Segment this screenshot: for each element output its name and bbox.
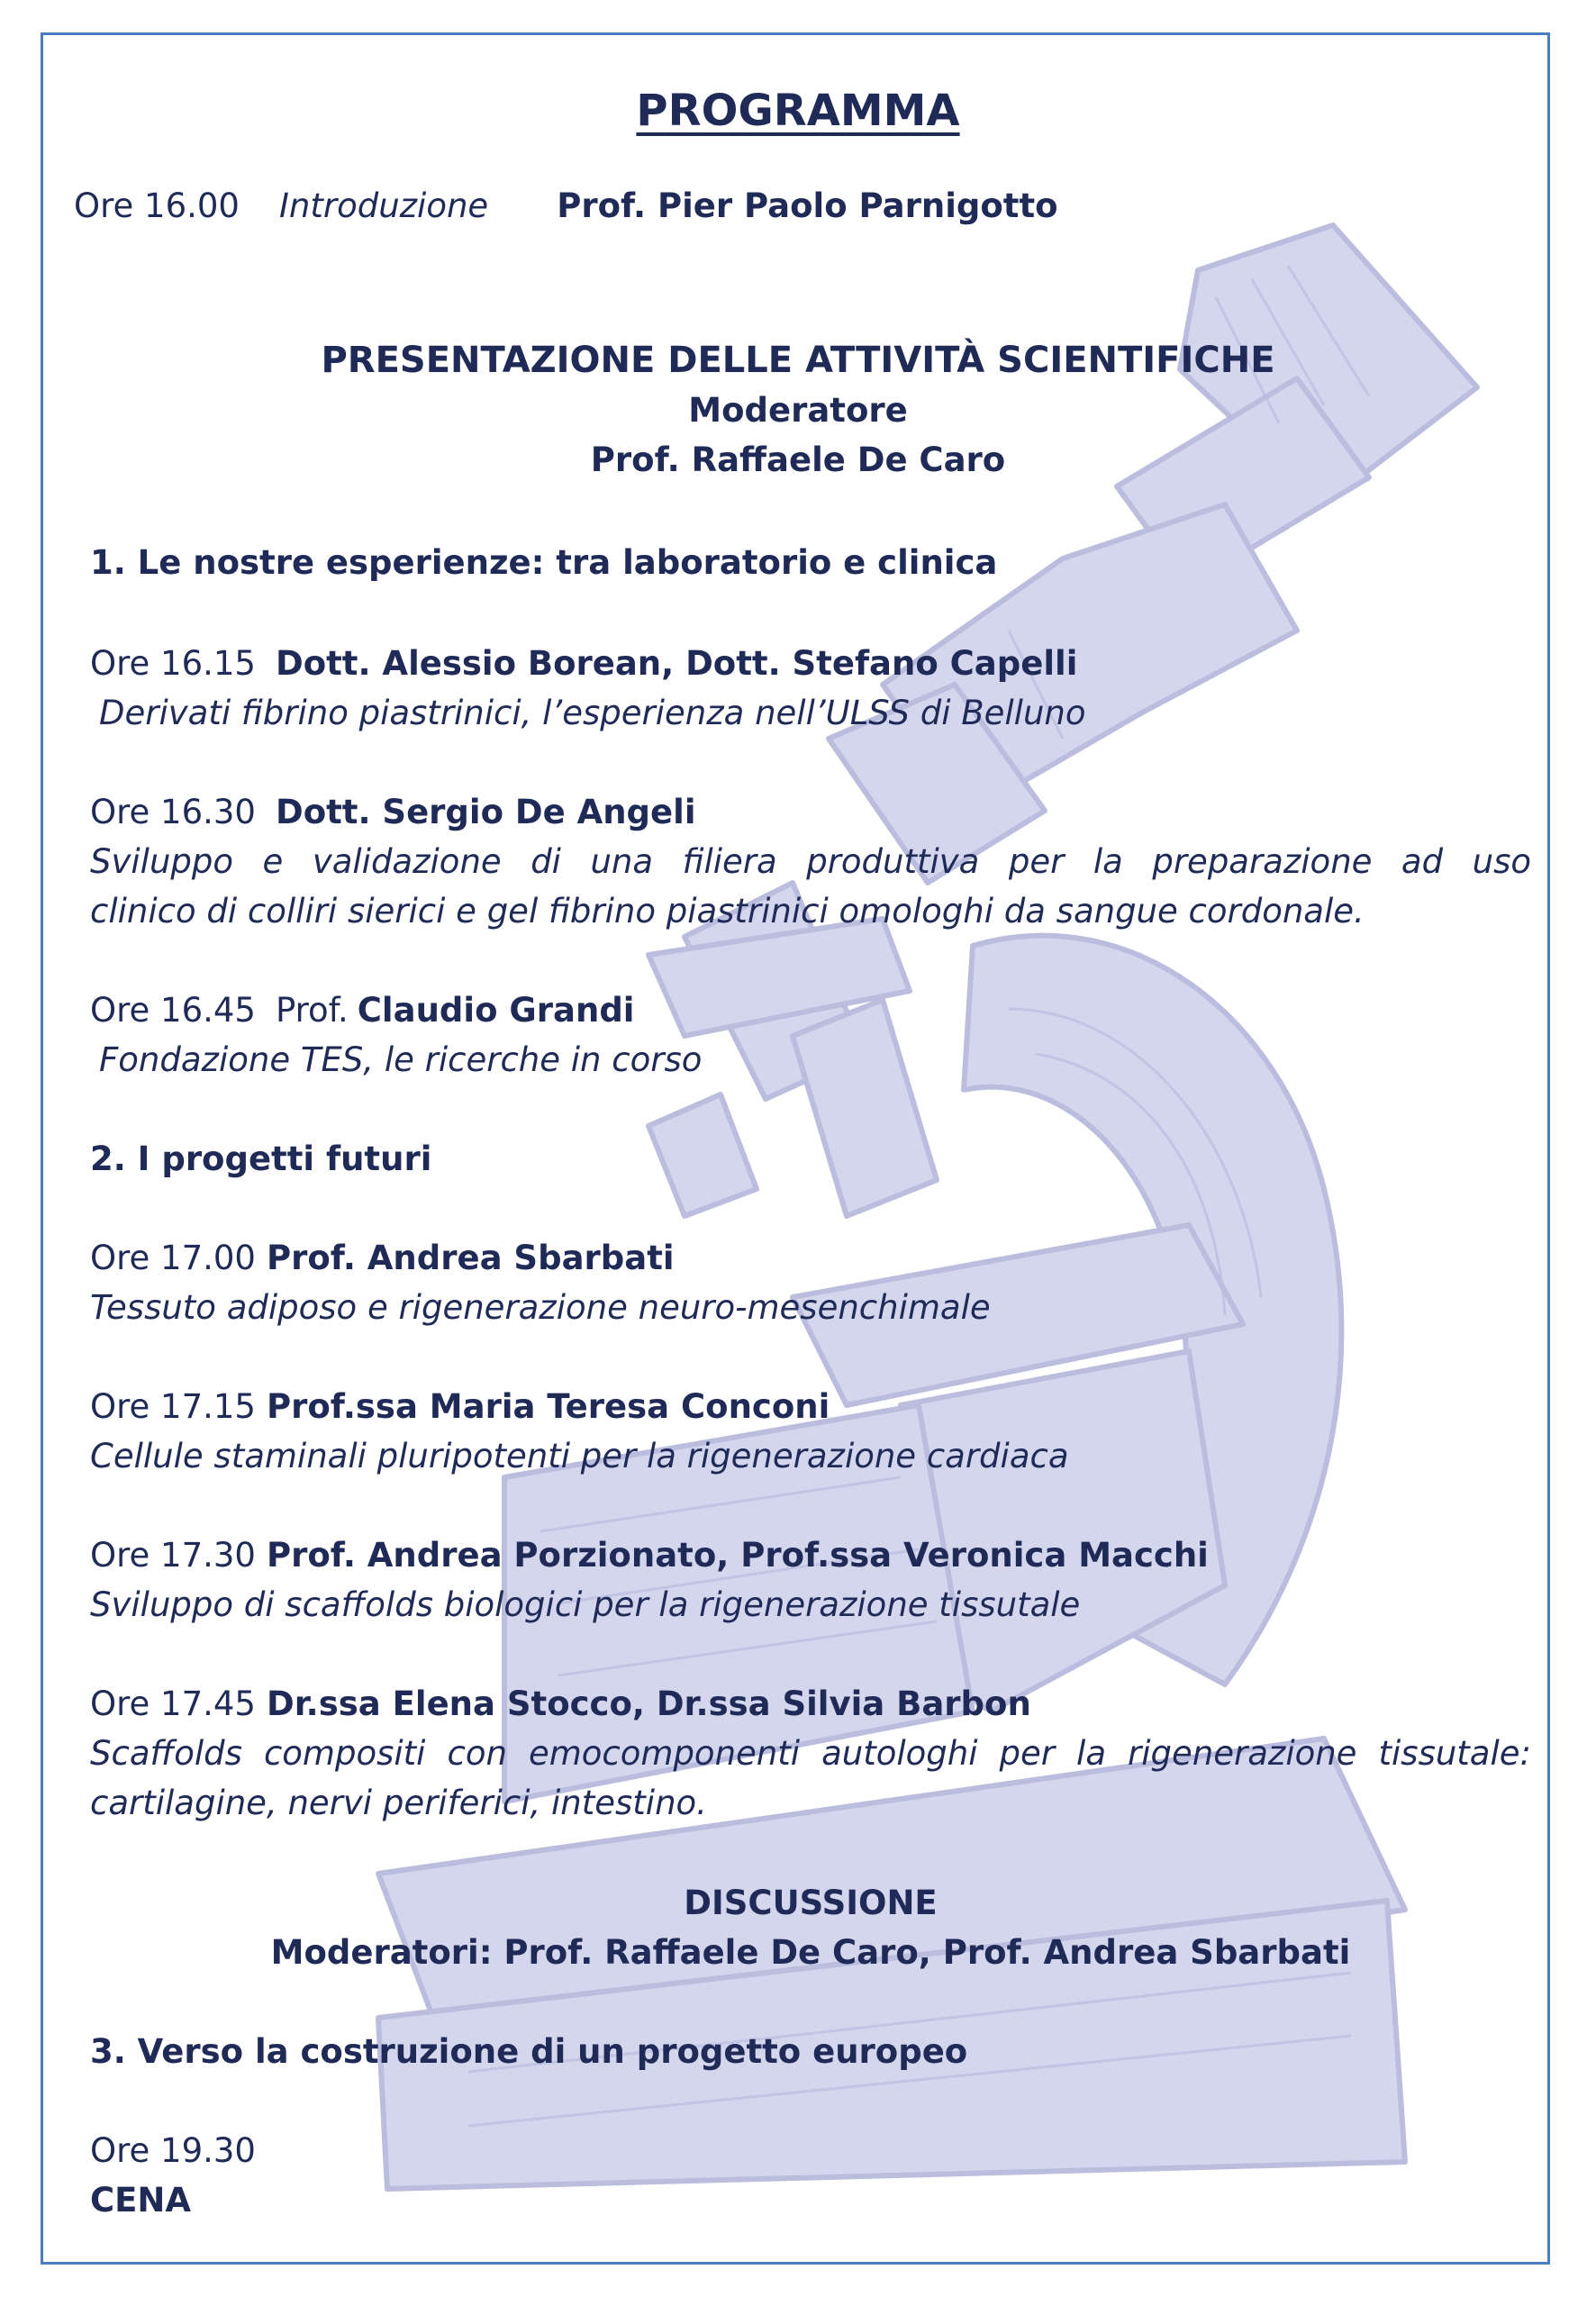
talk-topic: Fondazione TES, le ricerche in corso [99,1040,703,1079]
talk-row [90,1535,1209,1576]
talk-title-prefix: Prof. [275,991,349,1030]
discussion-heading: DISCUSSIONE [684,1884,938,1922]
talk-speaker: Dott. Sergio De Angeli [275,793,696,831]
talk-time: Ore 17.45 [90,1684,256,1723]
talk-topic: Tessuto adiposo e rigenerazione neuro-mesenchimale [90,1288,991,1327]
talk-speaker: Prof. Andrea Porzionato, Prof.ssa Veronica Macchi [266,1536,1209,1575]
talk-topic: Sviluppo di scaffolds biologici per la rigenerazione tissutale [90,1585,1081,1624]
talk-topic: Scaffolds compositi con emocomponenti autologhi per la rigenerazione tissutale: [90,1734,1531,1773]
talk-time: Ore 17.15 [90,1387,256,1426]
part2-heading: 2. I progetti futuri [90,1139,432,1178]
moderator-name: Prof. Raffaele De Caro [590,440,1006,479]
moderator-label: Moderatore [688,391,908,430]
dinner-label: CENA [90,2181,192,2220]
talk-row [90,643,1077,685]
dinner-time: Ore 19.30 [90,2131,256,2170]
talk-row [90,990,635,1031]
talk-topic-continued: cartilagine, nervi periferici, intestino. [90,1784,707,1822]
talk-row [90,1684,1031,1725]
page-title: PROGRAMMA [636,86,960,136]
talk-speaker: Prof. Andrea Sbarbati [266,1239,675,1277]
talk-speaker: Dr.ssa Elena Stocco, Dr.ssa Silvia Barbon [266,1684,1031,1723]
part3-heading: 3. Verso la costruzione di un progetto europeo [90,2032,968,2071]
talk-topic: Derivati fibrino piastrinici, l’esperienza nell’ULSS di Belluno [99,694,1086,732]
talk-time: Ore 17.30 [90,1536,256,1575]
section-heading: PRESENTAZIONE DELLE ATTIVITÀ SCIENTIFICHE [321,340,1275,381]
talk-topic: Cellule staminali pluripotenti per la rigenerazione cardiaca [90,1437,1069,1475]
talk-speaker: Claudio Grandi [357,991,635,1030]
part1-heading: 1. Le nostre esperienze: tra laboratorio e clinica [90,543,998,582]
intro-time: Ore 16.00 [74,186,240,225]
talk-topic-continued: clinico di colliri sierici e gel fibrino piastrinici omologhi da sangue cordonale. [90,892,1365,931]
talk-time: Ore 17.00 [90,1239,256,1277]
talk-speaker: Prof.ssa Maria Teresa Conconi [266,1387,830,1426]
intro-speaker: Prof. Pier Paolo Parnigotto [557,186,1058,225]
talk-time: Ore 16.30 [90,793,256,831]
talk-topic: Sviluppo e validazione di una filiera produttiva per la preparazione ad uso [90,842,1531,881]
intro-label: Introduzione [278,186,489,225]
talk-row [90,1386,830,1428]
talk-time: Ore 16.15 [90,644,256,683]
intro-row [74,186,1058,227]
talk-speaker: Dott. Alessio Borean, Dott. Stefano Capelli [275,644,1078,683]
discussion-moderators: Moderatori: Prof. Raffaele De Caro, Prof. Andrea Sbarbati [270,1933,1351,1972]
talk-row [90,1238,675,1279]
talk-time: Ore 16.45 [90,991,256,1030]
talk-row [90,792,696,833]
